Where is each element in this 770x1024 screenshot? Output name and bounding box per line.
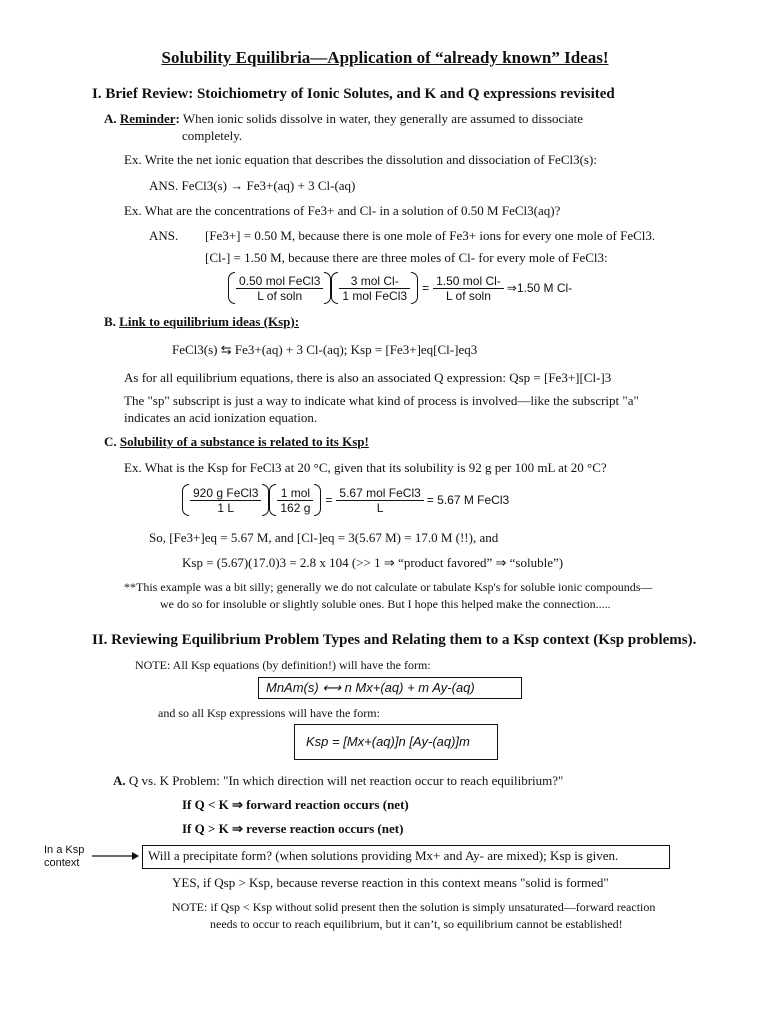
- example-note-2: we do so for insoluble or slightly soluble ones. But I hope this helped make the connection.....: [160, 597, 611, 611]
- ksp-expression: Ksp = [Mx+(aq)]n [Ay-(aq)]m: [306, 734, 470, 749]
- cfrac1-num: 920 g FeCl3: [190, 486, 261, 501]
- answer-1: ANS. FeCl3(s) → Fe3+(aq) + 3 Cl-(aq): [149, 178, 356, 193]
- cfrac2-den: 162 g: [280, 500, 311, 515]
- example-note-1: **This example was a bit silly; generally we do not calculate or tabulate Ksp's for soluble ionic compounds—: [124, 580, 653, 594]
- section-2-heading: II. Reviewing Equilibrium Problem Types and Relating them to a Ksp context (Ksp problems).: [92, 632, 697, 648]
- page-title: Solubility Equilibria—Application of “already known” Ideas!: [161, 48, 609, 67]
- cfrac1-den: 1 L: [217, 500, 235, 515]
- frac-result: ⇒1.50 M Cl-: [506, 281, 573, 295]
- section-1a-line1: A. Reminder: When ionic solids dissolve in water, they generally are assumed to dissociate: [104, 111, 584, 126]
- section-1-heading: I. Brief Review: Stoichiometry of Ionic Solutes, and K and Q expressions revisited: [92, 86, 615, 102]
- section-1c-title: Solubility of a substance is related to its Ksp!: [119, 434, 369, 449]
- frac3-den: L of soln: [445, 288, 491, 303]
- frac1-den: L of soln: [257, 288, 303, 303]
- frac3-num: 1.50 mol Cl-: [433, 274, 504, 289]
- answer-2-line2: [Cl-] = 1.50 M, because there are three moles of Cl- for every mole of FeCl3:: [205, 250, 608, 265]
- frac2-den: 1 mol FeCl3: [342, 288, 408, 303]
- condition-reverse: If Q > K ⇒ reverse reaction occurs (net): [182, 821, 404, 836]
- ksp-expression-note: and so all Ksp expressions will have the form:: [158, 706, 380, 720]
- cfrac3-num: 5.67 mol FeCl3: [336, 486, 423, 501]
- example-1: Ex. Write the net ionic equation that describes the dissolution and dissociation of FeCl3(s):: [124, 152, 597, 167]
- pointer-arrow-icon: [92, 850, 140, 862]
- section-1b-title: Link to equilibrium ideas (Ksp):: [119, 314, 300, 329]
- precipitate-question: Will a precipitate form? (when solutions providing Mx+ and Ay- are mixed); Ksp is given.: [148, 848, 619, 863]
- section-1b-label: B.: [104, 314, 116, 329]
- frac2-num: 3 mol Cl-: [339, 274, 410, 289]
- cfrac-result: = 5.67 M FeCl3: [426, 493, 510, 507]
- condition-forward: If Q < K ⇒ forward reaction occurs (net): [182, 797, 409, 812]
- frac1-num: 0.50 mol FeCl3: [236, 274, 323, 289]
- final-note-2: needs to occur to reach equilibrium, but it can’t, so equilibrium cannot be established!: [210, 917, 623, 931]
- section-1c-label: C.: [104, 434, 117, 449]
- section-1a-label: A.: [104, 111, 117, 126]
- side-label-line2: context: [44, 857, 80, 869]
- section-1a-text1: When ionic solids dissolve in water, they generally are assumed to dissociate: [182, 111, 584, 126]
- answer-2-label: ANS.: [149, 228, 179, 243]
- section-2a-line: [113, 773, 563, 789]
- ksp-equation: FeCl3(s) ⇆ Fe3+(aq) + 3 Cl-(aq); Ksp = [Fe3+]eq[Cl-]eq3: [172, 342, 478, 357]
- example-2: Ex. What are the concentrations of Fe3+ and Cl- in a solution of 0.50 M FeCl3(aq)?: [124, 203, 561, 218]
- cfrac2-num: 1 mol: [277, 486, 313, 501]
- section-1a-text2: completely.: [182, 128, 243, 143]
- sp-subscript-text1: The "sp" subscript is just a way to indicate what kind of process is involved—like the subscript "a": [124, 393, 639, 408]
- precipitate-yes: YES, if Qsp > Ksp, because reverse reaction in this context means "solid is formed": [172, 875, 609, 890]
- section-2a-label: A.: [113, 773, 126, 788]
- cfrac3-den: L: [376, 500, 384, 515]
- section-1b-heading: [104, 314, 299, 330]
- conversion-chain-2: $\frac{\text{920 g FeCl3}}{1 L}$ $\frac{\text{1 mol}}{162 g}$ = $\frac{\text{5.67 mol FeCl3}}{L}$ = 5.67 M FeCl3: [182, 484, 509, 516]
- ksp-form-note: NOTE: All Ksp equations (by definition!) will have the form:: [135, 658, 431, 672]
- side-label-line1: In a Ksp: [44, 844, 85, 856]
- conversion-chain-1: $\frac{\text{0.50 mol FeCl3}}{\text{L of soln}}$ $\frac{\text{3 mol Cl-}}{\text{1 mol FeCl3}}$ = $\frac{\text{1.50 mol Cl-}}{\text{L of soln}}$ ⇒1.50 M Cl-: [228, 272, 572, 304]
- section-1c-heading: [104, 434, 369, 450]
- q-expression-text: As for all equilibrium equations, there is also an associated Q expression: Qsp = [Fe3+][Cl-]3: [124, 370, 612, 385]
- example-3: Ex. What is the Ksp for FeCl3 at 20 °C, given that its solubility is 92 g per 100 mL at 20 °C?: [124, 460, 607, 475]
- ksp-calc-line: Ksp = (5.67)(17.0)3 = 2.8 x 104 (>> 1 ⇒ “product favored” ⇒ “soluble”): [182, 555, 564, 570]
- answer-2-line1: [Fe3+] = 0.50 M, because there is one mole of Fe3+ ions for every one mole of FeCl3.: [205, 228, 656, 243]
- final-note-1: NOTE: if Qsp < Ksp without solid present then the solution is simply unsaturated—forward reaction: [172, 900, 656, 914]
- section-1a-title: Reminder: [119, 111, 176, 126]
- so-line: So, [Fe3+]eq = 5.67 M, and [Cl-]eq = 3(5.67 M) = 17.0 M (!!), and: [149, 530, 499, 545]
- sp-subscript-text2: indicates an acid ionization equation.: [124, 410, 318, 425]
- section-2a-text: Q vs. K Problem: "In which direction will net reaction occur to reach equilibrium?": [128, 773, 564, 788]
- general-equation: MnAm(s) ⟷ n Mx+(aq) + m Ay-(aq): [266, 680, 475, 695]
